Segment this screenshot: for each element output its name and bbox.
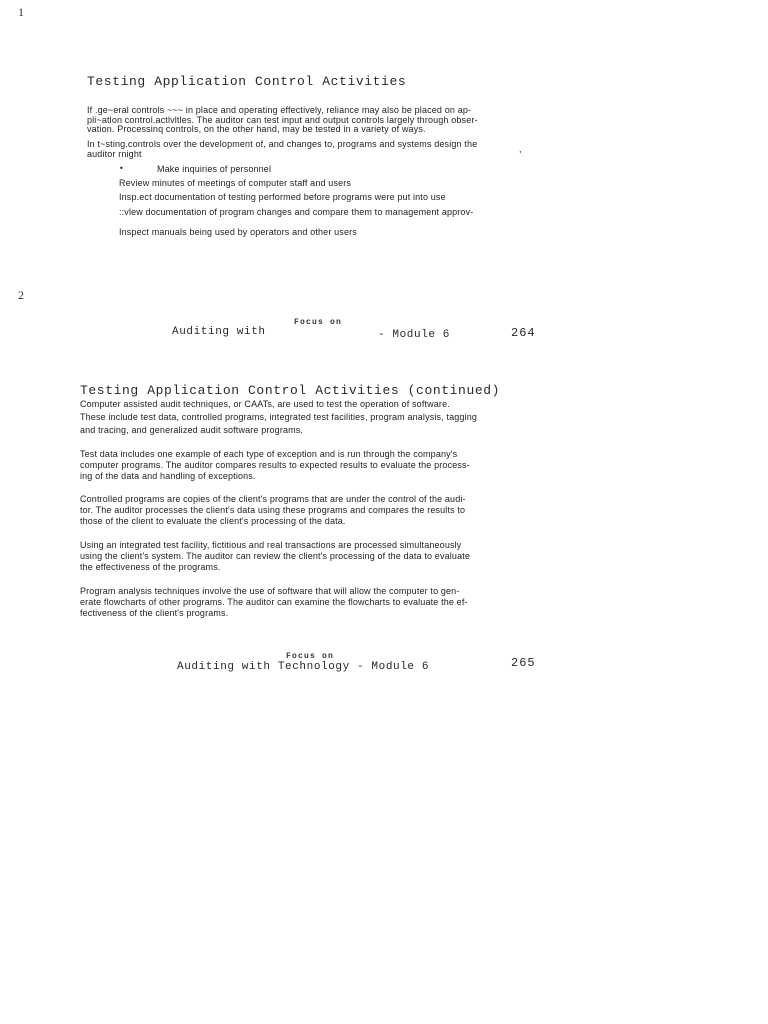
paragraph-line: Using an integrated test facility, fictitious and real transactions are processed simultaneously: [80, 540, 462, 550]
paragraph-line: those of the client to evaluate the client's processing of the data.: [80, 516, 346, 526]
intro-paragraph: [87, 106, 478, 135]
page-marker-2: 2: [18, 288, 24, 302]
paragraph-line: vation. Processinq controls, on the other hand, may be tested in a variety of ways.: [87, 124, 426, 135]
paragraph-line: ing of the data and handling of exceptions.: [80, 471, 256, 481]
program-analysis-paragraph: [80, 586, 468, 619]
footer-page-number: 264: [511, 326, 536, 340]
list-item: Inspect manuals being used by operators and other users: [119, 227, 357, 237]
list-item: Make inquiries of personnel: [157, 164, 272, 174]
paragraph-line: using the client's system. The auditor can review the client's processing of the data to evaluate: [80, 551, 471, 561]
paragraph-line: the effectiveness of the programs.: [80, 562, 221, 572]
slide-heading: Testing Application Control Activities: [87, 74, 407, 89]
bullet-marker: •: [119, 164, 124, 173]
paragraph-line: In t~sting.controls over the development of, and changes to, programs and systems design the: [87, 139, 478, 149]
paragraph-line: Controlled programs are copies of the client's programs that are under the control of the audi-: [80, 494, 466, 504]
list-item: Insp.ect documentation of testing performed before programs were put into use: [119, 192, 446, 202]
footer-series-label: Focus on: [286, 652, 335, 661]
paragraph-line: auditor rnight: [87, 148, 142, 159]
paragraph-line: If .ge~eral controls ~~~ in place and operating effectively, reliance may also be placed on ap-: [87, 105, 472, 115]
footer-page-number: 265: [511, 656, 536, 670]
paragraph-line: fectiveness of the client's programs.: [80, 608, 229, 618]
footer-series-label: Focus on: [294, 318, 343, 327]
testing-paragraph: [87, 140, 477, 159]
paragraph-line: Program analysis techniques involve the use of software that will allow the computer to gen-: [80, 586, 460, 596]
stray-mark: ,: [519, 144, 522, 154]
integrated-test-facility-paragraph: [80, 540, 470, 573]
paragraph-line: and tracing, and generalized audit software programs.: [80, 425, 304, 435]
footer-title-left: Auditing with: [172, 326, 266, 338]
test-data-paragraph: [80, 449, 470, 482]
paragraph-line: computer programs. The auditor compares results to expected results to evaluate the process-: [80, 460, 470, 470]
controlled-programs-paragraph: [80, 494, 466, 527]
footer-title-right: - Module 6: [378, 329, 451, 341]
paragraph-line: Computer assisted audit techniques, or CAATs, are used to test the operation of software.: [80, 399, 450, 409]
paragraph-line: These include test data, controlled programs, integrated test facilities, program analysis, tagging: [80, 412, 478, 422]
list-item: Review minutes of meetings of computer staff and users: [119, 178, 352, 188]
list-item: ::vlew documentation of program changes and compare them to management approv-: [119, 207, 474, 217]
paragraph-line: tor. The auditor processes the client's data using these programs and compares the results to: [80, 505, 466, 515]
page-marker-1: 1: [18, 5, 24, 19]
paragraph-line: pli~atlon control.actlvltles. The auditor can test input and output controls largely through obser-: [87, 114, 478, 125]
footer-title: Auditing with Technology - Module 6: [177, 661, 430, 673]
paragraph-line: Test data includes one example of each type of exception and is run through the company's: [80, 449, 458, 459]
caats-paragraph: [80, 398, 477, 437]
paragraph-line: erate flowcharts of other programs. The auditor can examine the flowcharts to evaluate the ef-: [80, 597, 468, 607]
slide-heading: Testing Application Control Activities (continued): [80, 383, 501, 398]
